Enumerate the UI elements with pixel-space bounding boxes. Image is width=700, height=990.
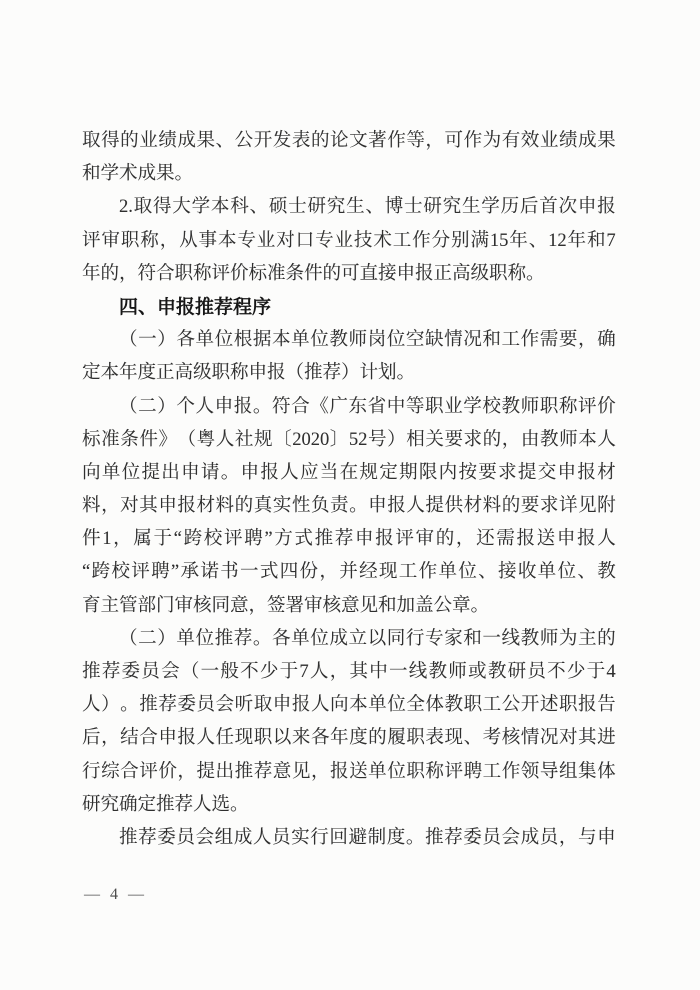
section-heading: 四、申报推荐程序 xyxy=(119,296,272,318)
body-text-line: 定本年度正高级职称申报（推荐）计划。 xyxy=(82,363,416,384)
body-text-line: 研究确定推荐人选。 xyxy=(82,794,249,815)
page-number: — 4 — xyxy=(84,886,147,903)
body-text-line: 行 综 合 评 价 ， 提 出 推 荐 意 见 ， 报 送 单 位 职 称 评 聘 工 作 领 导 组 集 体 xyxy=(82,761,616,782)
body-text-line: （ 一 ） 各 单 位 根 据 本 单 位 教 师 岗 位 空 缺 情 况 和 工 作 需 要 ， 确 xyxy=(119,330,616,351)
body-text-line: （ 二 ） 个 人 申 报 。 符 合 《 广 东 省 中 等 职 业 学 校 教 师 职 称 评 价 xyxy=(119,396,616,417)
body-text-line: 人 ） 。 推 荐 委 员 会 听 取 申 报 人 向 本 单 位 全 体 教 职 工 公 开 述 职 报 告 xyxy=(82,695,616,716)
body-text-line: （ 二 ） 单 位 推 荐 。 各 单 位 成 立 以 同 行 专 家 和 一 线 教 师 为 主 的 xyxy=(119,628,616,649)
body-text-line: 评 审 职 称 ， 从 事 本 专 业 对 口 专 业 技 术 工 作 分 别 满 15 年 、 12 年 和 7 xyxy=(82,230,616,251)
body-text-line: 料 ， 对 其 申 报 材 料 的 真 实 性 负 责 。 申 报 人 提 供 材 料 的 要 求 详 见 附 xyxy=(82,496,616,517)
body-text-line: 育主管部门审核同意，签署审核意见和加盖公章。 xyxy=(82,595,490,616)
body-text-line: 年的，符合职称评价标准条件的可直接申报正高级职称。 xyxy=(82,263,545,284)
body-text-line: “ 跨 校 评 聘 ” 承 诺 书 一 式 四 份 ， 并 经 现 工 作 单 位 、 接 收 单 位 、 教 xyxy=(82,562,616,583)
text-block xyxy=(82,125,616,855)
body-text-line: 推 荐 委 员 会 （ 一 般 不 少 于 7 人 ， 其 中 一 线 教 师 或 教 研 员 不 少 于 4 xyxy=(82,662,616,682)
body-text-line: 和学术成果。 xyxy=(82,164,194,185)
body-text-line: 向 单 位 提 出 申 请 。 申 报 人 应 当 在 规 定 期 限 内 按 要 求 提 交 申 报 材 xyxy=(82,462,616,483)
body-text-line: 取 得 的 业 绩 成 果 、 公 开 发 表 的 论 文 著 作 等 ， 可 作 为 有 效 业 绩 成 果 xyxy=(82,131,616,151)
body-text-line: 件 1 ， 属 于 “ 跨 校 评 聘 ” 方 式 推 荐 申 报 评 审 的 ， 还 需 报 送 申 报 人 xyxy=(82,529,616,550)
body-text-line: 后 ， 结 合 申 报 人 任 现 职 以 来 各 年 度 的 履 职 表 现 、 考 核 情 况 对 其 进 xyxy=(82,728,616,749)
body-text-line: 推 荐 委 员 会 组 成 人 员 实 行 回 避 制 度 。 推 荐 委 员 会 成 员 ， 与 申 xyxy=(119,827,616,848)
body-text-line: 2. 取 得 大 学 本 科 、 硕 士 研 究 生 、 博 士 研 究 生 学 历 后 首 次 申 报 xyxy=(119,197,616,218)
body-text-line: 标 准 条 件 》 （ 粤 人 社 规 〔 2020 〕 52 号 ） 相 关 要 求 的 ， 由 教 师 本 人 xyxy=(82,429,616,450)
